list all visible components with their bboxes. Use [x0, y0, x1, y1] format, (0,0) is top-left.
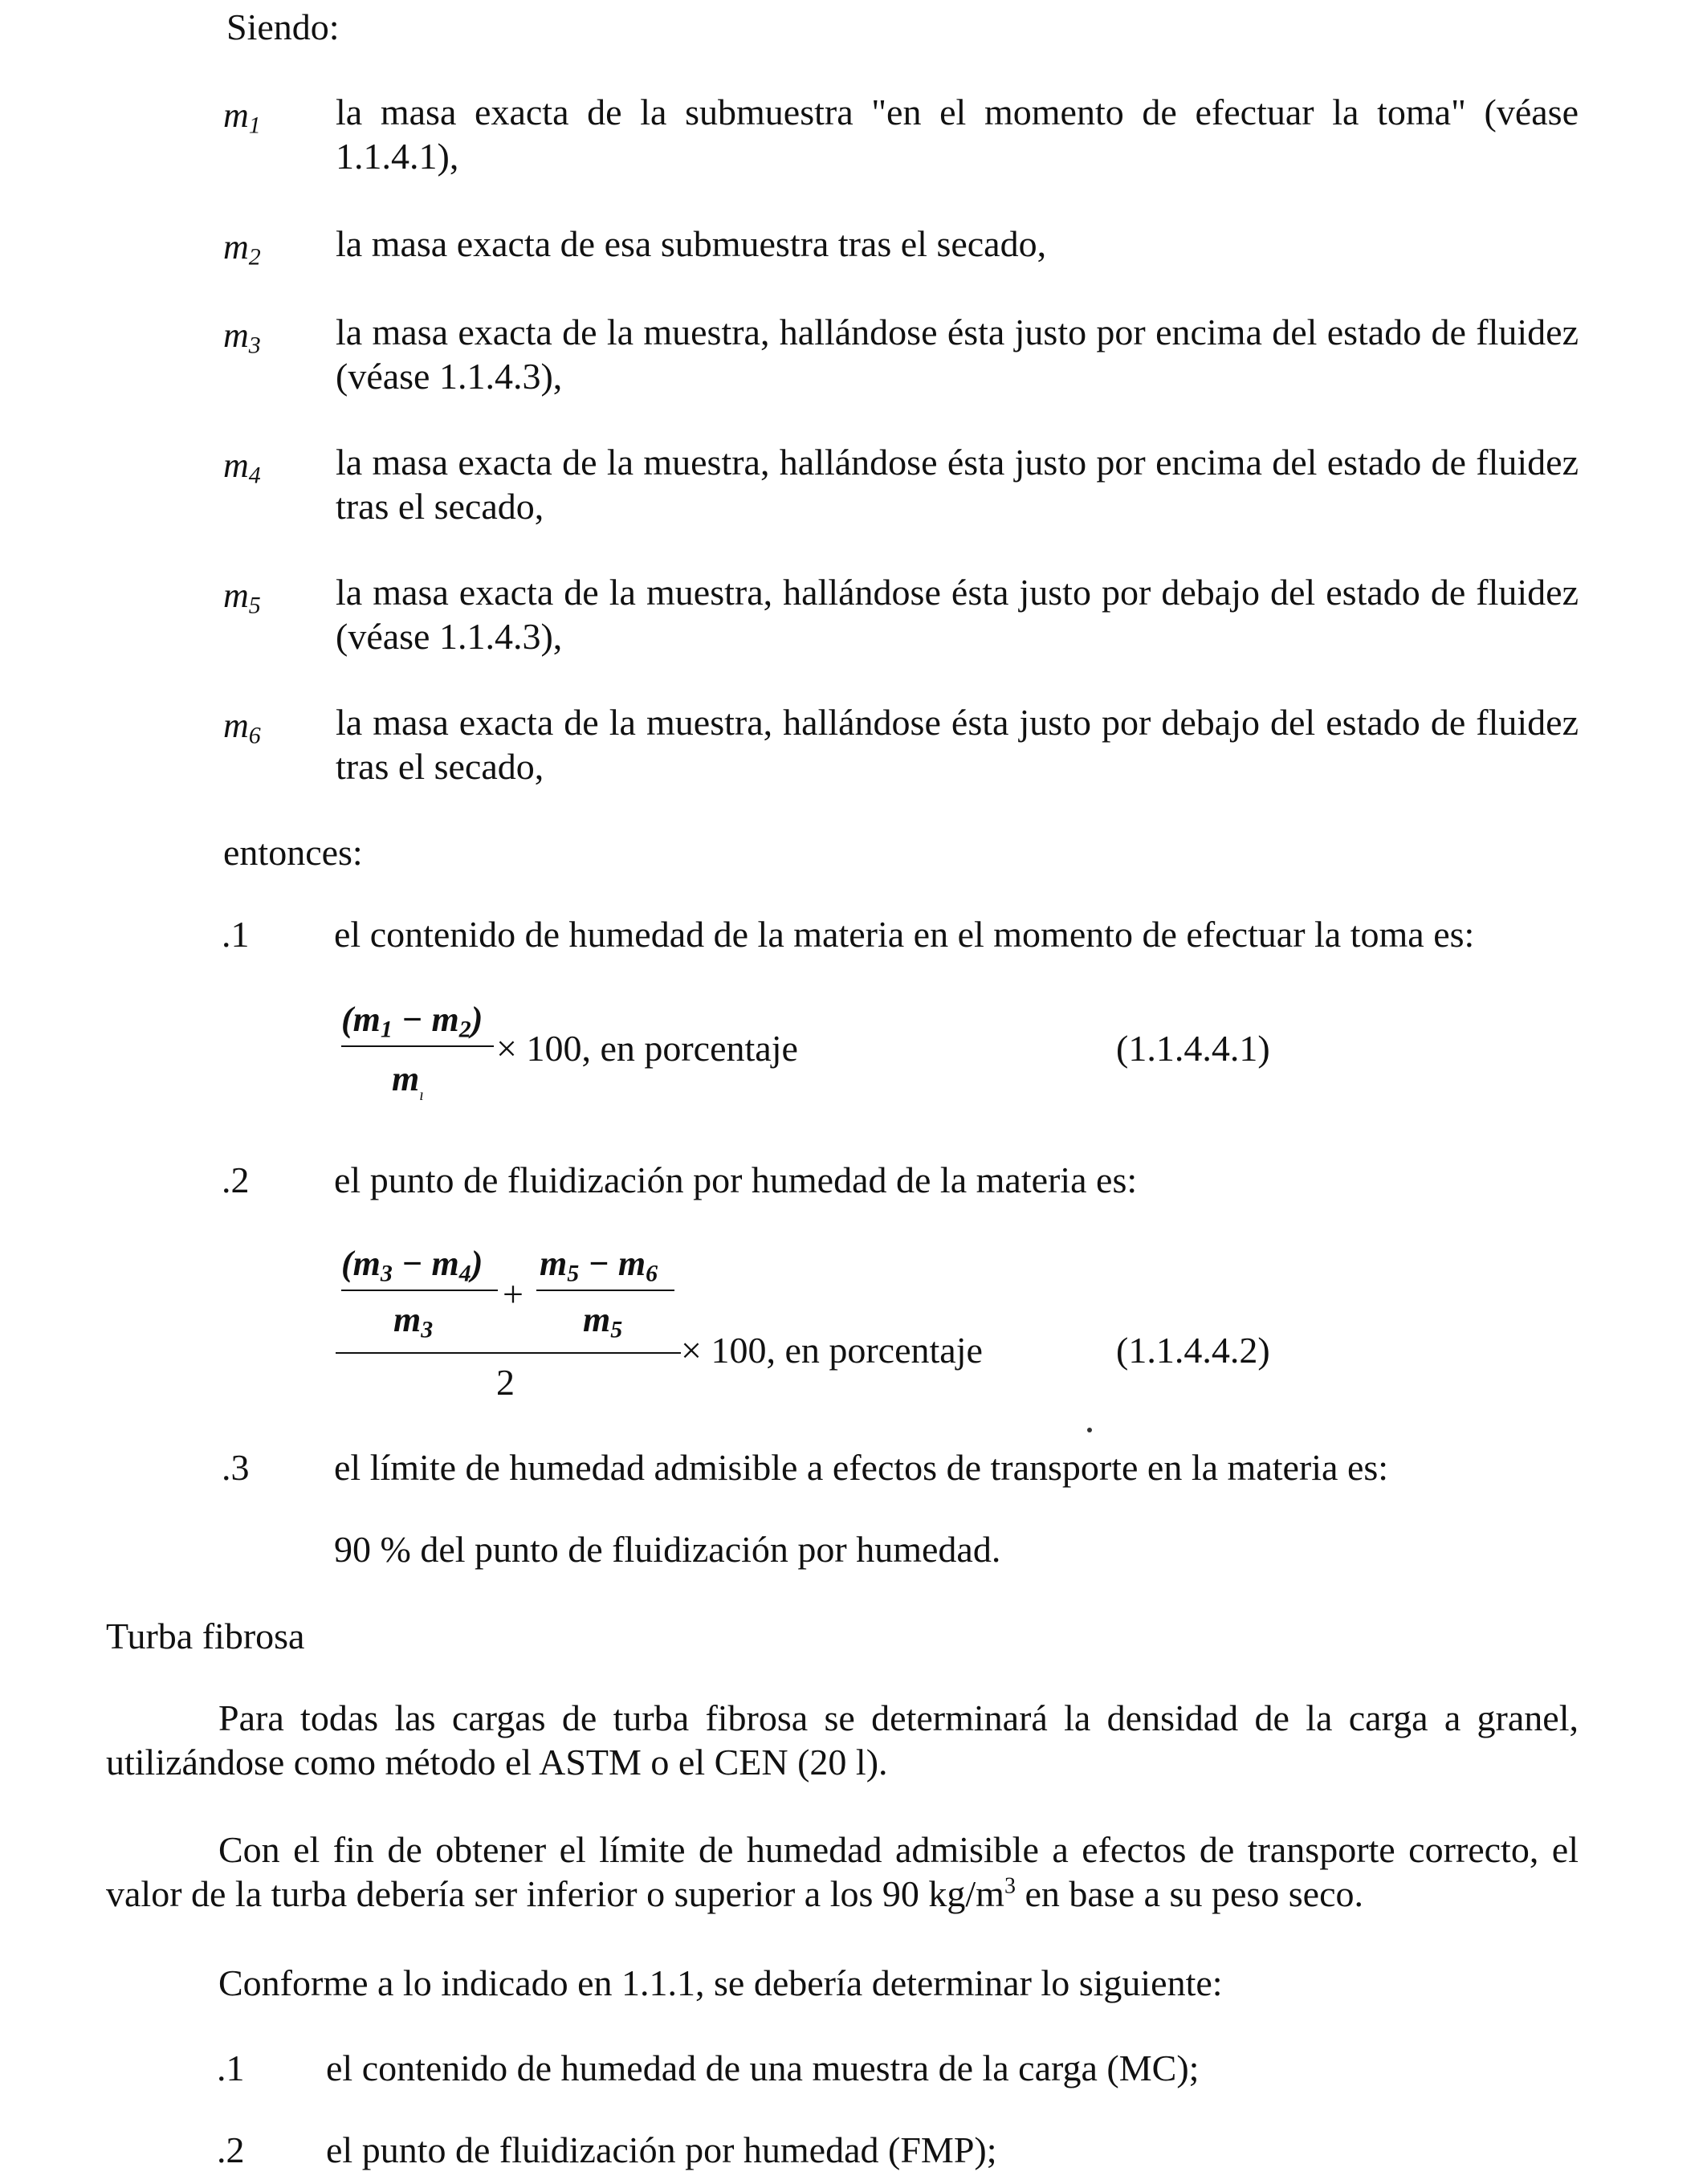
list2-text-1: el contenido de humedad de una muestra de la carga (MC);	[326, 2048, 1200, 2088]
formula2-number: (1.1.4.4.2)	[1116, 1330, 1270, 1371]
item-number-3: .3	[222, 1447, 250, 1488]
paragraph-determine: Conforme a lo indicado en 1.1.1, se debería determinar lo siguiente:	[218, 1962, 1223, 2003]
formula1-multiplier: × 100, en porcentaje	[496, 1028, 798, 1069]
symbol-m3: $m_3$	[223, 316, 261, 359]
definition-m5: la masa exacta de la muestra, hallándose ésta justo por debajo del estado de fluidez (véase 1.1.4.3),	[336, 572, 1579, 658]
section-heading: Turba fibrosa	[106, 1616, 305, 1656]
definition-m6: la masa exacta de la muestra, hallándose ésta justo por debajo del estado de fluidez tras el secado,	[336, 702, 1579, 788]
definition-m4: la masa exacta de la muestra, hallándose ésta justo por encima del estado de fluidez tras el secado,	[336, 442, 1579, 528]
list2-number-2: .2	[217, 2129, 245, 2170]
then-label: entonces:	[223, 832, 363, 873]
formula1-fraction-bar	[341, 1045, 494, 1047]
item-number-2: .2	[222, 1159, 250, 1200]
list2-text-2: el punto de fluidización por humedad (FMP);	[326, 2129, 997, 2170]
formula2-term1-denominator: $m_3$	[393, 1300, 434, 1343]
item-number-1: .1	[222, 914, 250, 955]
item-text-2: el punto de fluidización por humedad de la materia es:	[334, 1159, 1138, 1200]
definition-m1: la masa exacta de la submuestra "en el momento de efectuar la toma" (véase 1.1.4.1),	[336, 92, 1579, 177]
paragraph-density: Para todas las cargas de turba fibrosa se determinará la densidad de la carga a granel, utilizándose como método el ASTM o el CEN (20 l).	[106, 1697, 1579, 1783]
formula2-term1-bar	[341, 1290, 498, 1291]
formula2-multiplier: × 100, en porcentaje	[681, 1330, 983, 1371]
item-text-3: el límite de humedad admisible a efectos de transporte en la materia es:	[334, 1447, 1389, 1488]
symbol-m2: $m_2$	[223, 227, 261, 271]
symbol-m6: $m_6$	[223, 706, 261, 749]
item-text-1: el contenido de humedad de la materia en el momento de efectuar la toma es:	[334, 914, 1475, 955]
definition-m3: la masa exacta de la muestra, hallándose ésta justo por encima del estado de fluidez (véase 1.1.4.3),	[336, 312, 1579, 397]
formula2-term2-numerator: $m_5 - m_6$	[540, 1244, 658, 1287]
scan-speck	[1087, 1428, 1092, 1432]
list2-number-1: .1	[217, 2048, 245, 2088]
formula2-main-bar	[336, 1352, 681, 1354]
formula2-plus: +	[503, 1273, 524, 1314]
symbol-m1: $m_1$	[223, 96, 261, 139]
symbol-m4: $m_4$	[223, 446, 261, 489]
formula1-denominator: $m_ı$	[392, 1059, 424, 1104]
paragraph-moisture-limit: Con el fin de obtener el límite de humedad admisible a efectos de transporte correcto, el valor de la turba debería ser inferior o superior a los 90 $kg/m^3$ en base a su peso seco.	[106, 1829, 1579, 1915]
formula1-number: (1.1.4.4.1)	[1116, 1028, 1270, 1069]
intro-label: Siendo:	[226, 6, 340, 47]
formula1-numerator: $(m_1 - m_2)$	[341, 1000, 483, 1043]
symbol-m5: $m_5$	[223, 576, 261, 619]
formula2-term2-bar	[536, 1290, 674, 1291]
item3-result: 90 % del punto de fluidización por humedad.	[334, 1529, 1001, 1570]
formula2-term2-denominator: $m_5$	[583, 1300, 623, 1343]
formula2-denominator: 2	[496, 1362, 515, 1403]
definition-m2: la masa exacta de esa submuestra tras el secado,	[336, 223, 1047, 264]
formula2-term1-numerator: $(m_3 - m_4)$	[341, 1244, 483, 1287]
